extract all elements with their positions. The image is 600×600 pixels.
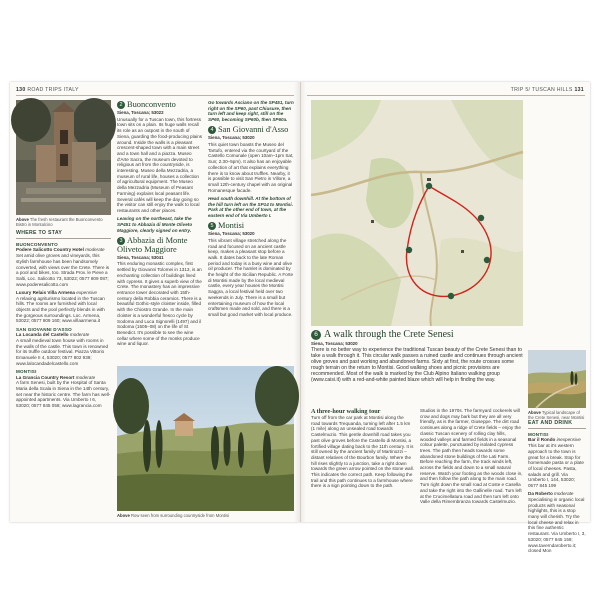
left-column-2 [117,100,203,362]
hotel-name: La Grancia Country Resort [16,374,75,380]
walking-tour-column-1 [311,408,414,518]
entry-location: Siena, Toscana; 53020 [208,231,255,237]
entry-number-badge: 4 [208,126,216,134]
entry-body: This enduring monastic complex, first settled by Giovanni Tolomei in 1313, is an enchanting collection of buildings lined with cypress. It gives a superb view of the Crete. The monastery has an impressive entrance tower decorated with 15th-century della Robbia ceramics. There is a beautiful Gothic-style cloister inside, filled with the Chiostro Grande. In the main cloister is a wonderful fresco cycle by Sodoma and Luca Signorelli (1497) and il Sodoma (1505–08) on the life of St Benedict. It's possible to see the wine cellar where some of the monks produce wine and liquor. [117,261,202,347]
hotel-entry [16,375,111,409]
hotel-text: A farm Senesi, built by the Hospital of Santa Maria della Scala in Siena in the 14th century, set near the historic centre. The farm has well-appointed apartments. Via Umberto I 6, 53020; 0577 845 058; www.lagrancia.com [16,380,111,409]
left-column-3 [208,100,294,362]
book-spread [10,82,590,554]
place-name: SAN GIOVANNI D'ASSO [16,326,72,332]
entry-title-text: Buonconvento [127,100,176,109]
entry-location: Siena, Toscana; 53022 [117,110,164,115]
eat-and-drink-heading: EAT AND DRINK [528,421,586,429]
hotel-name: La Locanda del Castello [16,332,69,338]
place-name: MONTISI [528,431,549,437]
walk-intro: There is no better way to experience the traditional Tuscan beauty of the Crete Senesi than to take a walk through it. This circular walk passes a ruined castle and continues through ancient olive groves and past working and abandoned farms. Sixty at first, the route crosses some rough terrain on the return to Montisi. Good walking shoes and picnic provisions are recommended. Most of the walk is marked by the Club Alpino Italiano walking group (www.caisi.it) with a red-and-white painted blaze which will help in finding the way. [311,347,523,383]
restaurant-text: Specialising in organic local products with seasonal highlights, this is a stop many will cherish. Try the local cheese and relax in this fine authentic restaurant. Via Umberto I, 3, 53020; 0577 845 159; www.taverndaroberto.it; closed Mon [528,496,586,554]
restaurant-name: Da Roberto [528,491,553,497]
restaurant-entry [528,437,586,488]
left-running-head [16,87,79,93]
hotel-text: Set amid olive groves and vineyards, this stylish farmhouse has been handsomely converted, with views over the Crete. There is a pool and bikes, too. Strada Prov. le Pieve a Salti, Loc. Salicotto 73, 53022; 0577 809 087; www.poderesalicotto.com [16,253,110,287]
restaurant-price: inexpensive [556,437,581,443]
entry-number-badge: 2 [117,101,125,109]
cypress-landscape-photo [117,366,294,511]
caption-prefix: Above [528,410,541,415]
abbey-photo-caption [16,217,111,227]
walk-location: Siena, Toscana; 53020 [311,341,358,346]
hotel-text: A small medieval town house with rooms in the walls of the castle. This town is renowned for its truffle outdoor festival. Piazza Vittorio Emanuele II 4, 53020; 0577 802 939; www.lalocandadelcastello.com [16,337,109,366]
place-name: BUONCONVENTO [16,241,58,247]
restaurant-name: Bar il Rondo [528,437,556,443]
entry-body: Unusually for a Tuscan town, this fortress town sits on a plain. Its huge walls recall its role as an outpost in the south of Siena, guarding the food-producing plains around. Inside the walls is a pleasant crescent-shaped town with a main street and a town hall and a piazza. Museo d'Arte Sacra, the museum devoted to religious art from the countryside, is interesting. Museo della Mezzadria, a museum of rural life, houses a collection of agricultural equipment. The Museo della Mezzadria (Museum of Peasant Farming) explains local peasant life. Several cafés will keep the day going so the visitor can still enjoy the walk to local restaurants and other places. [117,116,203,213]
caption-text: Row seen from surrounding countryside from Montisi [130,513,229,518]
entry-body: This quiet town boasts the Museo del Tartufo, entered via the courtyard of the Castello Comunale (open 10am–1pm Sat, Sun; 2.30–5pm). It also has an enjoyable collection of art that explains everything there is to know about truffles. Nearby, it is possible to visit San Pietro in Villore, a small 12th-century chapel with an original Romanesque facade. [208,142,294,193]
eat-and-drink-sidebar [528,418,586,554]
place-name: MONTISI [16,368,37,374]
crete-senesi-photo [528,350,586,408]
hotel-entry [16,290,111,324]
where-to-stay-heading: WHERE TO STAY [16,231,111,239]
entry-title-text: Abbazia di Monte Oliveto Maggiore [117,235,188,254]
caption-text: The fresh restaurant the Buonconvento Bistro in Montalcino [16,217,103,228]
walking-tour-text: Studios in the 1970s. The farmyard cockerels will crow and dogs may bark but they are all very friendly, as is the farmer, Giuseppe. The dirt road continues along a ridge of Crete fields – enjoy the classic Tuscan scenery of rolling clay hills, wooded valleys and farmed fields in a seasonal colour palette, punctuated by isolated cypress trees. The path then heads towards some abandoned stone buildings of the Lati Farm. Before reaching the farm, the track winds left, across the fields and down to a small natural reserve. Watch your footing as the woods close in, and then follow the path along to the main road. Turn right down the small road at Coste e Casella and take the right into the Gallinelle road. Turn left at the Crucimellatura road and then turn left onto Valle della Rimembranza towards Castelmuzio. [420,408,523,505]
entry-location: Siena, Toscana; 53041 [117,254,164,260]
entry-body: This vibrant village stretched along the road and focused on an ancient castle keep, makes a pleasant stop before a walk. It dates back to the late Roman period and today is a busy wine and olive oil producer. The hamlet is dominated by the height of the Sicilian Republic. A Forte di Montisi made by the local medieval castle, every year houses the Montisi Saggra, a local festival held over two weekends in July. There is a small but entertaining museum of how the local craftsmen made and sold, and there is a small but good market with local produce. [208,237,294,317]
walking-tour-heading: A three-hour walking tour [311,408,381,415]
right-running-head [511,87,584,93]
left-head-rule [16,95,294,96]
entry-title [117,236,203,254]
caption-text: Typical landscape of the Crete Senesi, near Montisi [528,410,585,421]
hotel-price: moderate [85,247,105,253]
entry-number-badge: 5 [208,222,216,230]
restaurant-price: moderate [554,491,574,497]
where-to-stay-sidebar [16,228,111,518]
walking-tour-column-2 [420,408,523,518]
hotel-entry [16,247,111,287]
walk-number-badge: 6 [311,330,321,340]
left-page [10,82,300,522]
walk-title-text: A walk through the Crete Senesi [324,329,454,340]
entry-title [208,125,294,134]
left-section-title: ROAD TRIPS ITALY [27,87,79,93]
walk-title [311,329,454,340]
walk-map [311,100,523,326]
entry-number-badge: 3 [117,237,125,245]
left-page-number: 130 [16,87,26,93]
entry-directions: Head south downhill. At the bottom of the hill turn left on the SP14 to Montisi. Park at the other end of town, at the eastern end of Via Umberto I. [208,195,293,218]
entry-location: Siena, Toscana; 53020 [208,135,255,141]
entry-title-text: Montisi [218,221,245,231]
hotel-price: expensive [76,289,97,295]
entry-title [117,100,203,109]
caption-prefix: Above [117,513,130,518]
restaurant-entry [528,491,586,554]
hotel-name: Podere Salicotto Country Hotel [16,247,84,253]
right-section-title: TRIP 5/ TUSCAN HILLS [510,87,573,93]
landscape-photo-caption [117,513,294,518]
entry-title [208,221,294,230]
hotel-price: moderate [69,332,90,338]
hotel-entry [16,332,111,366]
hotel-text: A relaxing agriturismo located in the Tuscan hills. The rooms are furnished with local objects and the pool perfectly blends in with the gorgeous surroundings. Loc. Armena, 53022; 0577 809 160; www.villaarmena.it [16,295,105,324]
right-page [300,82,590,554]
restaurant-text: This bar at it's western approach to the town is great for a break. Stop for homemade pasta or a plate of local cheeses. Pasta, salads and grill. Via Umberto I, 144, 53020; 0577 845 199 [528,443,584,489]
entry-title-text: San Giovanni d'Asso [218,125,289,135]
right-page-number: 131 [574,87,584,93]
right-head-rule [307,95,585,96]
abbey-photo [16,100,111,215]
hotel-name: Luxury Relais Villa Armena [16,289,75,295]
hotel-price: moderate [75,374,96,380]
caption-prefix: Above [16,217,29,222]
lead-directions: Go towards Asciano on the SP451, turn right on the SP60, past Chiusure, then turn left and keep right, still on the SP60, becoming SP60b, then SP60a. [208,100,294,123]
entry-directions: Leaving on the northeast, take the SP451 to Abbazia di Monte Oliveto Maggiore, clearly signed on entry. [117,216,193,233]
walking-tour-text: Turn off from the car park at Montisi along the road towards Trequanda, turning left after 1.5 km (1 mile) along an unsealed road towards Castelmuzio. This gentle downhill road takes you past olive groves before the Castello di Montisi, a fortified village dating back to the 11th century. It is still owned by the ancient family of Martinozzi – distant relatives of the Bourbon family. Where the hill rises slightly to a junction, take a right down towards the green arrow pointed on the stone wall. This indicates the correct path. Keep following the trail and this path continues to a farmhouse where there is a sign pointing down to the path. [311,415,414,489]
